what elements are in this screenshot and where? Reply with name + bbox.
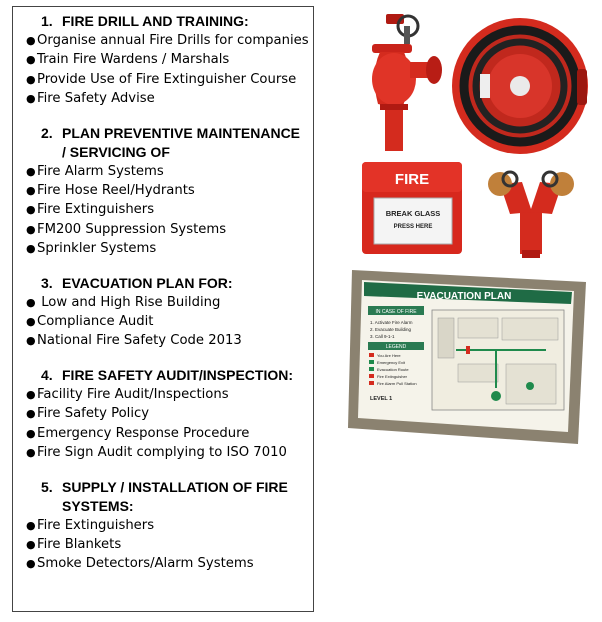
- bullet-icon: ●: [26, 334, 36, 348]
- bullet-icon: ●: [26, 295, 36, 309]
- list-item: [26, 89, 313, 108]
- section-heading: [41, 274, 313, 293]
- bullet-icon: ●: [26, 242, 36, 256]
- list-item-text: Facility Fire Audit/Inspections: [37, 386, 229, 402]
- fire-alarm-call-point-icon: [362, 162, 462, 254]
- list-item: [26, 50, 313, 69]
- breeching-inlet-icon: [488, 172, 574, 258]
- list-item: [26, 331, 313, 350]
- evac-legend-item: Fire Alarm Pull Station: [377, 381, 417, 386]
- service-section: [26, 124, 313, 259]
- list-item-text: Fire Safety Policy: [37, 406, 150, 422]
- list-item-text: Fire Sign Audit complying to ISO 7010: [37, 445, 287, 461]
- service-section: [26, 478, 313, 574]
- evac-step: 1. Activate Fire Alarm: [370, 320, 413, 325]
- service-section: [26, 366, 313, 463]
- evac-step: 3. Call 9-1-1: [370, 334, 395, 339]
- evac-legend-item: Fire Extinguisher: [377, 374, 408, 379]
- bullet-icon: ●: [26, 537, 36, 551]
- floor-plan-map: [432, 310, 564, 410]
- list-item-text: Fire Extinguishers: [37, 517, 155, 533]
- evac-legend-item: You Are Here: [377, 353, 401, 358]
- section-title: PLAN PREVENTIVE MAINTENANCE / SERVICING OF: [62, 124, 301, 160]
- list-item: [26, 239, 313, 258]
- bullet-icon: ●: [26, 72, 36, 86]
- list-item: [26, 516, 313, 535]
- list-item: [26, 181, 313, 200]
- section-heading: [41, 478, 313, 516]
- list-item-text: Sprinkler Systems: [37, 241, 157, 257]
- bullet-icon: ●: [26, 446, 36, 460]
- list-item-text: Fire Hose Reel/Hydrants: [37, 183, 195, 199]
- evac-level-label: LEVEL 1: [370, 396, 393, 402]
- evac-legend-item: Emergency Exit: [377, 360, 406, 365]
- list-item-text: Fire Blankets: [37, 536, 122, 552]
- press-here-label: PRESS HERE: [393, 224, 433, 230]
- bullet-icon: ●: [26, 518, 36, 532]
- section-heading: [41, 12, 313, 31]
- bullet-icon: ●: [26, 34, 36, 47]
- list-item: [26, 424, 313, 443]
- bullet-icon: ●: [26, 407, 36, 421]
- evacuation-plan-image: [346, 268, 588, 446]
- list-item-text: Low and High Rise Building: [37, 294, 221, 310]
- evac-step: 2. Evacuate Building: [370, 327, 412, 332]
- list-item: [26, 31, 313, 50]
- list-item-text: Provide Use of Fire Extinguisher Course: [37, 71, 297, 87]
- list-item: [26, 404, 313, 423]
- list-item: [26, 70, 313, 89]
- bullet-icon: ●: [26, 53, 36, 67]
- section-number: 2.: [41, 124, 53, 141]
- list-item: [26, 554, 313, 573]
- list-item: [26, 162, 313, 181]
- services-list-panel: [12, 6, 314, 612]
- list-item-text: Fire Alarm Systems: [37, 163, 164, 179]
- section-title: FIRE SAFETY AUDIT/INSPECTION:: [62, 366, 294, 383]
- section-number: 4.: [41, 366, 53, 383]
- bullet-icon: ●: [26, 203, 36, 217]
- list-item-text: Train Fire Wardens / Marshals: [37, 52, 230, 68]
- evac-legend-item: Evacuation Route: [377, 367, 409, 372]
- section-title: EVACUATION PLAN FOR:: [62, 274, 233, 291]
- fire-equipment-image: [360, 14, 590, 259]
- section-title: FIRE DRILL AND TRAINING:: [62, 13, 249, 29]
- section-heading: [41, 124, 313, 162]
- call-point-label: FIRE: [394, 171, 430, 188]
- bullet-icon: ●: [26, 557, 36, 571]
- evac-title: EVACUATION PLAN: [416, 291, 512, 302]
- list-item-text: Smoke Detectors/Alarm Systems: [37, 556, 254, 572]
- hose-reel-icon: [452, 18, 588, 154]
- list-item: [26, 443, 313, 462]
- list-item-text: Emergency Response Procedure: [37, 425, 250, 441]
- bullet-icon: ●: [26, 222, 36, 236]
- list-item-text: Organise annual Fire Drills for companies: [37, 33, 309, 48]
- list-item: [26, 312, 313, 331]
- list-item: [26, 293, 313, 312]
- service-section: [26, 274, 313, 351]
- evac-in-case: IN CASE OF FIRE: [375, 309, 417, 315]
- break-glass-label: BREAK GLASS: [385, 209, 441, 218]
- list-item-text: FM200 Suppression Systems: [37, 221, 227, 237]
- list-item-text: National Fire Safety Code 2013: [37, 333, 242, 349]
- list-item: [26, 220, 313, 239]
- bullet-icon: ●: [26, 387, 36, 401]
- bullet-icon: ●: [26, 315, 36, 329]
- section-title: SUPPLY / INSTALLATION OF FIRE SYSTEMS:: [62, 478, 288, 514]
- landing-valve-icon: [372, 14, 442, 151]
- list-item-text: Compliance Audit: [37, 314, 154, 330]
- bullet-icon: ●: [26, 92, 36, 106]
- section-heading: [41, 366, 313, 385]
- section-number: 3.: [41, 274, 53, 291]
- section-number: 5.: [41, 478, 53, 495]
- evac-legend-label: LEGEND: [385, 344, 407, 350]
- list-item: [26, 385, 313, 404]
- list-item: [26, 200, 313, 219]
- list-item: [26, 535, 313, 554]
- bullet-icon: ●: [26, 164, 36, 178]
- list-item-text: Fire Extinguishers: [37, 202, 155, 218]
- section-number: 1.: [41, 13, 53, 29]
- list-item-text: Fire Safety Advise: [37, 91, 155, 107]
- bullet-icon: ●: [26, 184, 36, 198]
- service-section: [26, 12, 313, 109]
- bullet-icon: ●: [26, 426, 36, 440]
